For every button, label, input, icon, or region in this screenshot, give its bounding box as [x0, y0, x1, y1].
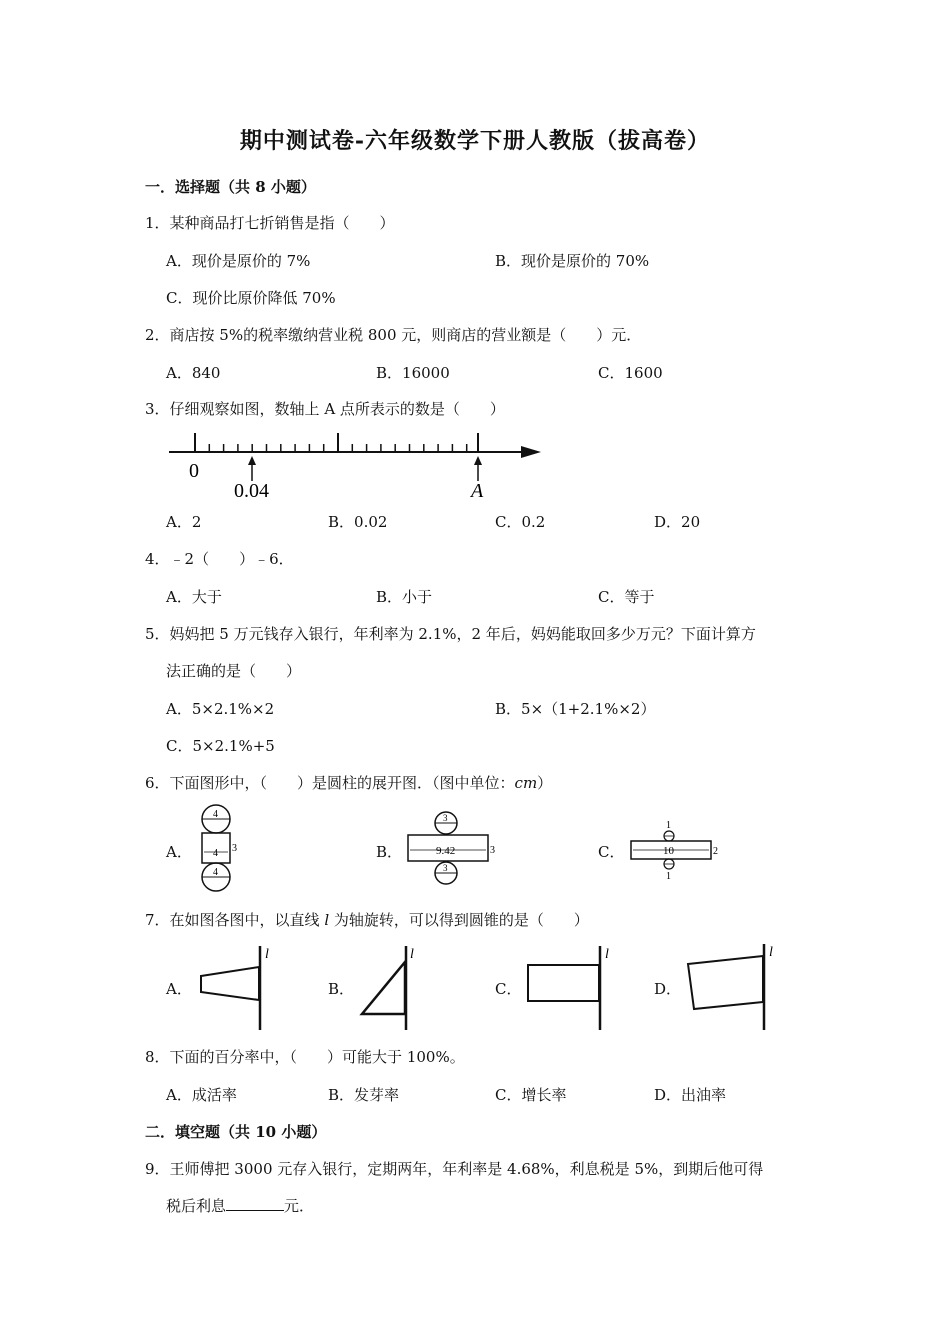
q2-option-a: A．840	[166, 364, 221, 382]
question-6-unit: cm	[514, 774, 538, 792]
q1-option-a: A．现价是原价的 7%	[166, 252, 311, 270]
question-2: 2．商店按 5%的税率缴纳营业税 800 元，则商店的营业额是（ ）元．	[145, 326, 642, 344]
q1-option-b: B．现价是原价的 70%	[495, 252, 650, 270]
number-line-point-a-label: A	[471, 480, 484, 502]
question-7-text: 7．在如图各图中，以直线	[145, 911, 325, 929]
number-line-figure	[165, 425, 550, 505]
page-title: 期中测试卷-六年级数学下册人教版（拔高卷）	[239, 128, 711, 154]
q2-option-b: B．16000	[376, 364, 450, 382]
question-7-variable: l	[324, 911, 330, 929]
rotation-figure-b	[350, 942, 420, 1034]
q5-option-c: C．5×2.1%+5	[166, 737, 275, 755]
q8-option-c: C．增长率	[495, 1086, 567, 1104]
q7-option-a: A．	[166, 980, 192, 998]
rotation-figure-d	[680, 940, 780, 1034]
question-9-text: 税后利息	[166, 1197, 227, 1215]
answer-blank[interactable]	[226, 1196, 284, 1211]
axis-label-a: l	[265, 947, 269, 962]
question-6-text: 6．下面图形中，（ ）是圆柱的展开图．（图中单位：	[145, 774, 515, 792]
question-6	[145, 772, 552, 793]
cylinder-net-c-figure	[626, 818, 720, 882]
q7-option-d: D．	[654, 980, 682, 998]
question-3: 3．仔细观察如图，数轴上 A 点所表示的数是（ ）	[145, 400, 505, 418]
net-c-side-label: 2	[713, 846, 718, 857]
q7-option-c: C．	[495, 980, 522, 998]
question-5-line-1: 5．妈妈把 5 万元钱存入银行，年利率为 2.1%，2 年后，妈妈能取回多少万元？下面计算方	[145, 625, 756, 643]
q4-option-b: B．小于	[376, 588, 433, 606]
q2-option-c: C．1600	[598, 364, 663, 382]
question-8: 8．下面的百分率中，（ ）可能大于 100%。	[145, 1048, 465, 1066]
rotation-figure-a	[192, 942, 274, 1034]
net-a-top-label: 4	[213, 809, 218, 820]
q4-option-a: A．大于	[166, 588, 222, 606]
section-heading-fill-in: 二．填空题（共 10 小题）	[145, 1123, 327, 1141]
axis-label-d: l	[769, 945, 773, 960]
net-b-top-label: 3	[443, 813, 448, 823]
q6-option-c: C．	[598, 843, 625, 861]
section-heading-choice: 一．选择题（共 8 小题）	[145, 178, 316, 196]
question-1: 1．某种商品打七折销售是指（ ）	[145, 214, 395, 232]
q6-option-b: B．	[376, 843, 403, 861]
q8-option-a: A．成活率	[166, 1086, 237, 1104]
q4-option-c: C．等于	[598, 588, 655, 606]
q8-option-d: D．出油率	[654, 1086, 727, 1104]
q7-option-b: B．	[328, 980, 355, 998]
axis-label-b: l	[410, 947, 414, 962]
q1-option-c: C．现价比原价降低 70%	[166, 289, 336, 307]
net-c-top-label: 1	[666, 820, 671, 831]
net-a-mid-label: 4	[213, 848, 218, 859]
axis-label-c: l	[605, 947, 609, 962]
question-9-text-end: 元．	[284, 1197, 315, 1215]
q5-option-b: B．5×（1+2.1%×2）	[495, 700, 656, 718]
rotation-figure-c	[522, 942, 618, 1034]
net-a-bottom-label: 4	[213, 867, 218, 878]
question-6-text-end: ）	[537, 774, 553, 792]
number-line-mark-label: 0.04	[234, 480, 269, 502]
q3-option-c: C．0.2	[495, 513, 546, 531]
q8-option-b: B．发芽率	[328, 1086, 400, 1104]
q3-option-d: D．20	[654, 513, 701, 531]
question-9-line-2	[166, 1195, 314, 1216]
question-7	[145, 909, 589, 930]
q3-option-a: A．2	[166, 513, 202, 531]
number-line-zero-label: 0	[189, 460, 199, 482]
net-c-bottom-label: 1	[666, 871, 671, 882]
q6-option-a: A．	[166, 843, 192, 861]
net-b-mid-label: 9.42	[436, 845, 456, 857]
cylinder-net-a-figure	[192, 802, 248, 894]
question-7-text-end: 为轴旋转，可以得到圆锥的是（ ）	[329, 911, 589, 929]
net-b-side-label: 3	[490, 845, 495, 856]
net-a-side-label: 3	[232, 843, 237, 854]
net-b-bottom-label: 3	[443, 863, 448, 873]
q5-option-a: A．5×2.1%×2	[166, 700, 275, 718]
q3-option-b: B．0.02	[328, 513, 388, 531]
question-4: 4．﹣2（ ）﹣6．	[145, 550, 294, 568]
net-c-mid-label: 10	[663, 845, 674, 857]
cylinder-net-b-figure	[404, 810, 498, 886]
question-5-line-2: 法正确的是（ ）	[166, 662, 302, 680]
question-9-line-1: 9．王师傅把 3000 元存入银行，定期两年，年利率是 4.68%，利息税是 5%，到期后他可得	[145, 1160, 764, 1178]
